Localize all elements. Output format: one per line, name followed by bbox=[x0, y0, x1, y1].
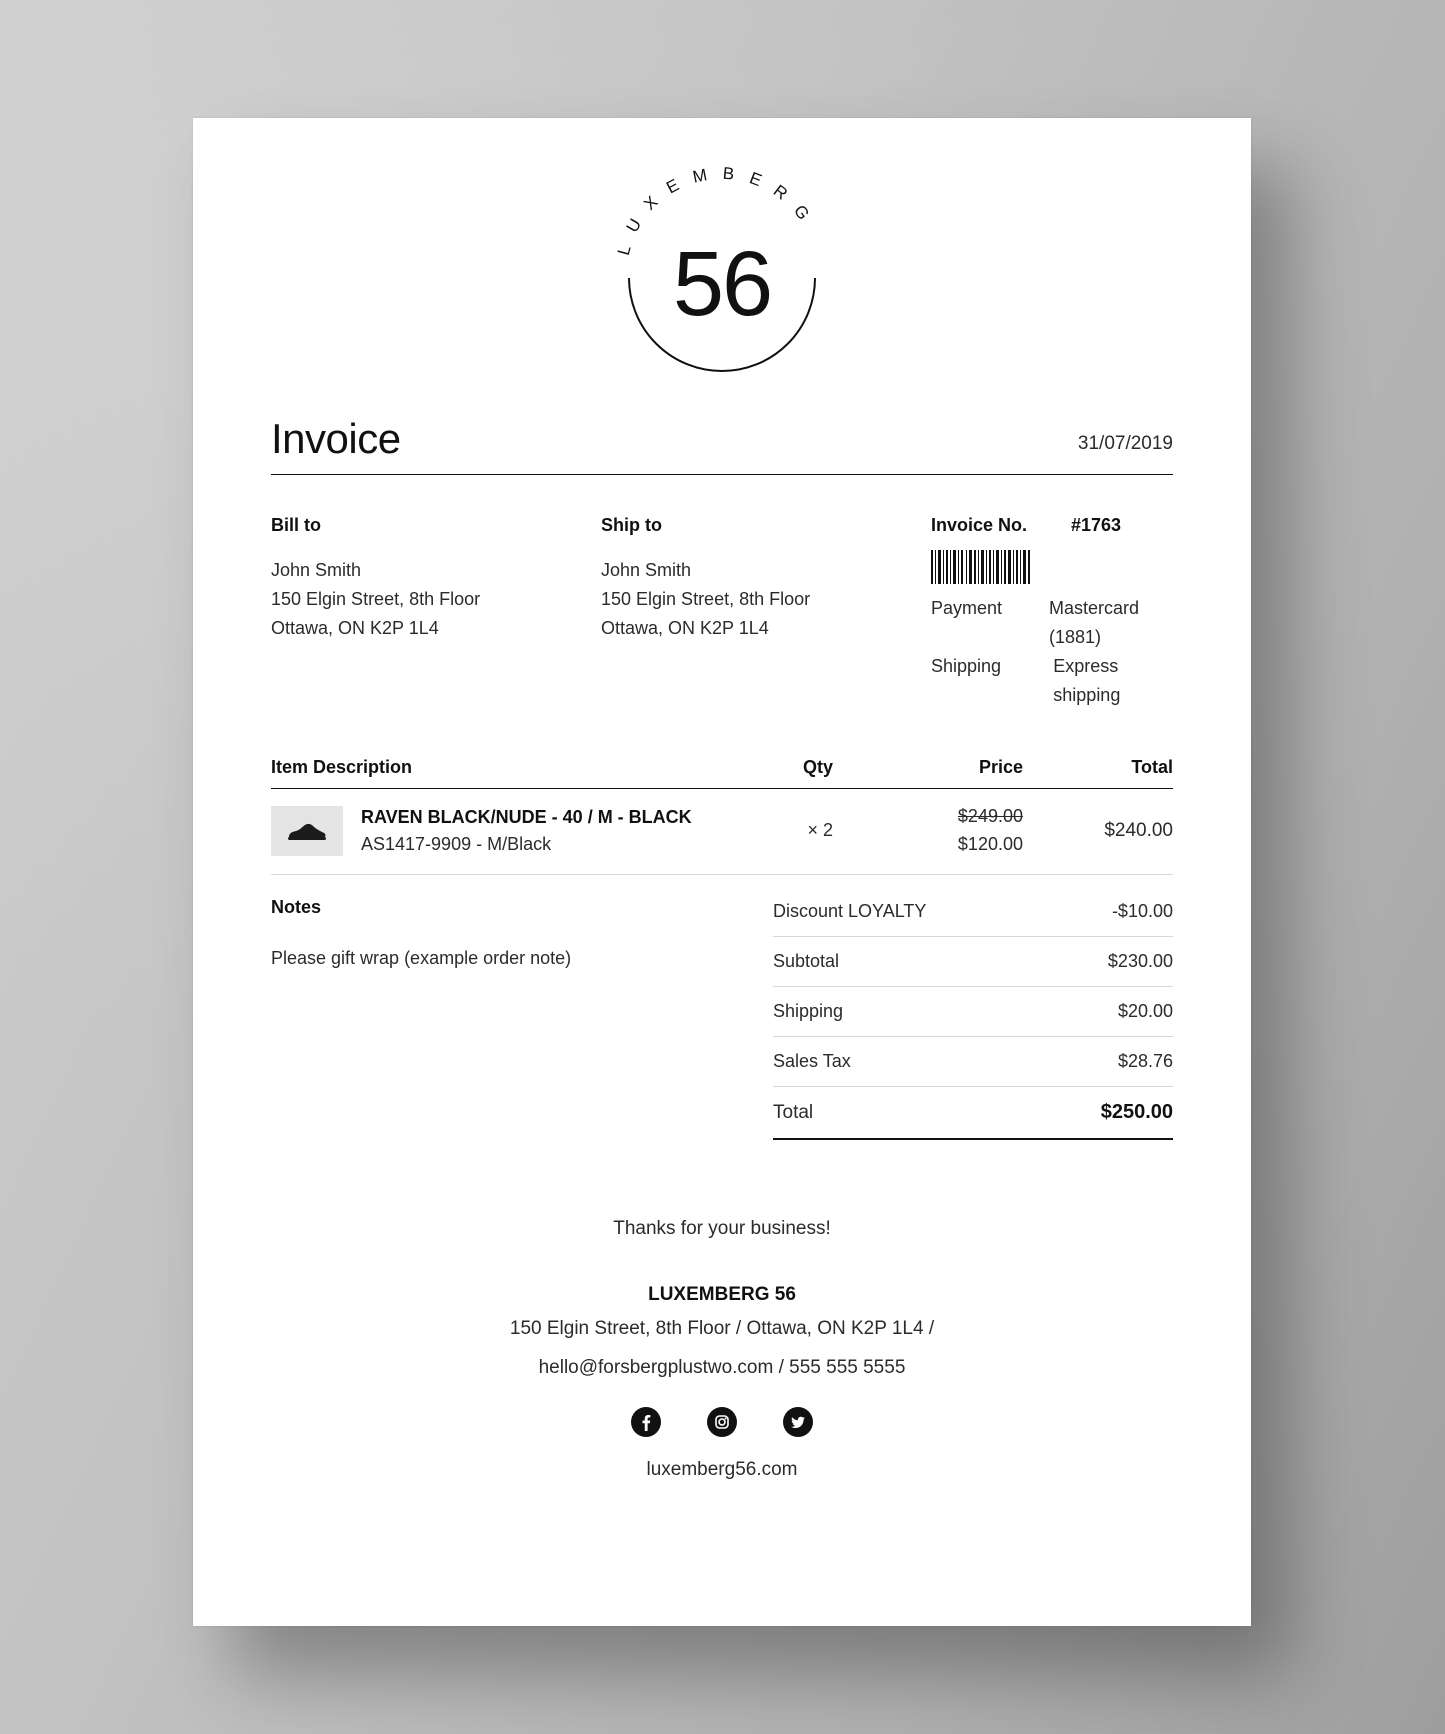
invoice-document bbox=[193, 118, 1251, 1626]
totals-value: $250.00 bbox=[1100, 1101, 1173, 1124]
payment-label: Payment bbox=[931, 598, 1003, 618]
column-total: Total bbox=[1131, 756, 1173, 777]
footer-contact: hello@forsbergplustwo.com / 555 555 5555 bbox=[538, 1356, 906, 1378]
bill-to-line: Ottawa, ON K2P 1L4 bbox=[271, 618, 439, 639]
totals-label: Subtotal bbox=[773, 951, 840, 972]
instagram-icon[interactable] bbox=[707, 1407, 737, 1437]
totals-value: $20.00 bbox=[1117, 1001, 1173, 1022]
item-sku: AS1417-9909 - M/Black bbox=[361, 833, 552, 854]
ship-to-block bbox=[601, 515, 931, 711]
footer-brand: LUXEMBERG 56 bbox=[648, 1284, 796, 1306]
twitter-icon[interactable] bbox=[783, 1407, 813, 1437]
notes-block bbox=[271, 897, 773, 1140]
totals-block bbox=[773, 897, 1173, 1140]
totals-row-tax bbox=[773, 1037, 1173, 1087]
payment-value: Mastercard (1881) bbox=[1049, 598, 1140, 648]
items-table-header bbox=[271, 757, 1173, 789]
column-description: Item Description bbox=[271, 756, 413, 777]
bill-to-line: John Smith bbox=[271, 560, 362, 580]
facebook-icon[interactable] bbox=[631, 1407, 661, 1437]
totals-label: Discount LOYALTY bbox=[773, 901, 927, 922]
invoice-no-value: #1763 bbox=[1071, 515, 1122, 535]
social-links bbox=[271, 1407, 1173, 1437]
totals-row-discount bbox=[773, 897, 1173, 937]
totals-label: Sales Tax bbox=[773, 1051, 851, 1072]
logo-number: 56 bbox=[672, 233, 772, 335]
totals-value: $28.76 bbox=[1117, 1051, 1173, 1072]
totals-row-subtotal bbox=[773, 937, 1173, 987]
invoice-date: 31/07/2019 bbox=[1077, 433, 1173, 454]
totals-value: -$10.00 bbox=[1111, 901, 1173, 922]
totals-value: $230.00 bbox=[1107, 951, 1173, 972]
bill-to-block bbox=[271, 515, 601, 711]
totals-row-total bbox=[773, 1087, 1173, 1140]
ship-to-line: 150 Elgin Street, 8th Floor bbox=[601, 589, 811, 610]
product-thumbnail bbox=[271, 806, 343, 856]
ship-to-line: John Smith bbox=[601, 560, 692, 580]
ship-to-line: Ottawa, ON K2P 1L4 bbox=[601, 618, 769, 639]
invoice-number-row bbox=[931, 515, 1173, 536]
bill-to-label: Bill to bbox=[271, 515, 321, 535]
logo-area bbox=[271, 118, 1173, 418]
address-section bbox=[271, 515, 1173, 711]
item-price-current: $120.00 bbox=[957, 833, 1023, 854]
shipping-value: Express shipping bbox=[1053, 656, 1121, 706]
invoice-no-label: Invoice No. bbox=[931, 515, 1028, 535]
thanks-message: Thanks for your business! bbox=[613, 1218, 831, 1240]
page-title: Invoice bbox=[271, 415, 401, 462]
luxemberg-logo bbox=[607, 156, 837, 401]
item-qty: × 2 bbox=[807, 820, 833, 841]
payment-row bbox=[931, 594, 1173, 652]
column-price: Price bbox=[978, 756, 1023, 777]
barcode-icon bbox=[931, 550, 1031, 584]
invoice-header bbox=[271, 415, 1173, 475]
item-title: RAVEN BLACK/NUDE - 40 / M - BLACK bbox=[361, 806, 692, 827]
column-qty: Qty bbox=[802, 756, 833, 777]
table-row bbox=[271, 789, 1173, 876]
notes-label: Notes bbox=[271, 897, 322, 918]
item-info bbox=[361, 804, 713, 858]
shipping-method-row bbox=[931, 652, 1173, 710]
footer-address: 150 Elgin Street, 8th Floor / Ottawa, ON K2P 1L4 / bbox=[509, 1318, 935, 1340]
item-price-original: $249.00 bbox=[957, 805, 1023, 826]
ship-to-label: Ship to bbox=[601, 515, 662, 535]
svg-text:L U X E M B E R G: L U X E M B E R G bbox=[613, 163, 817, 258]
totals-row-shipping bbox=[773, 987, 1173, 1037]
document-footer bbox=[271, 1218, 1173, 1481]
totals-label: Total bbox=[773, 1101, 814, 1123]
footer-website: luxemberg56.com bbox=[646, 1459, 798, 1481]
notes-and-totals bbox=[271, 897, 1173, 1140]
bill-to-line: 150 Elgin Street, 8th Floor bbox=[271, 589, 481, 610]
invoice-meta-block bbox=[931, 515, 1173, 711]
item-line-total: $240.00 bbox=[1104, 819, 1173, 841]
item-price bbox=[833, 803, 1023, 859]
shipping-label: Shipping bbox=[931, 656, 1002, 677]
shoe-icon bbox=[287, 820, 327, 842]
items-table bbox=[271, 757, 1173, 876]
totals-label: Shipping bbox=[773, 1001, 844, 1022]
notes-text: Please gift wrap (example order note) bbox=[271, 948, 572, 969]
